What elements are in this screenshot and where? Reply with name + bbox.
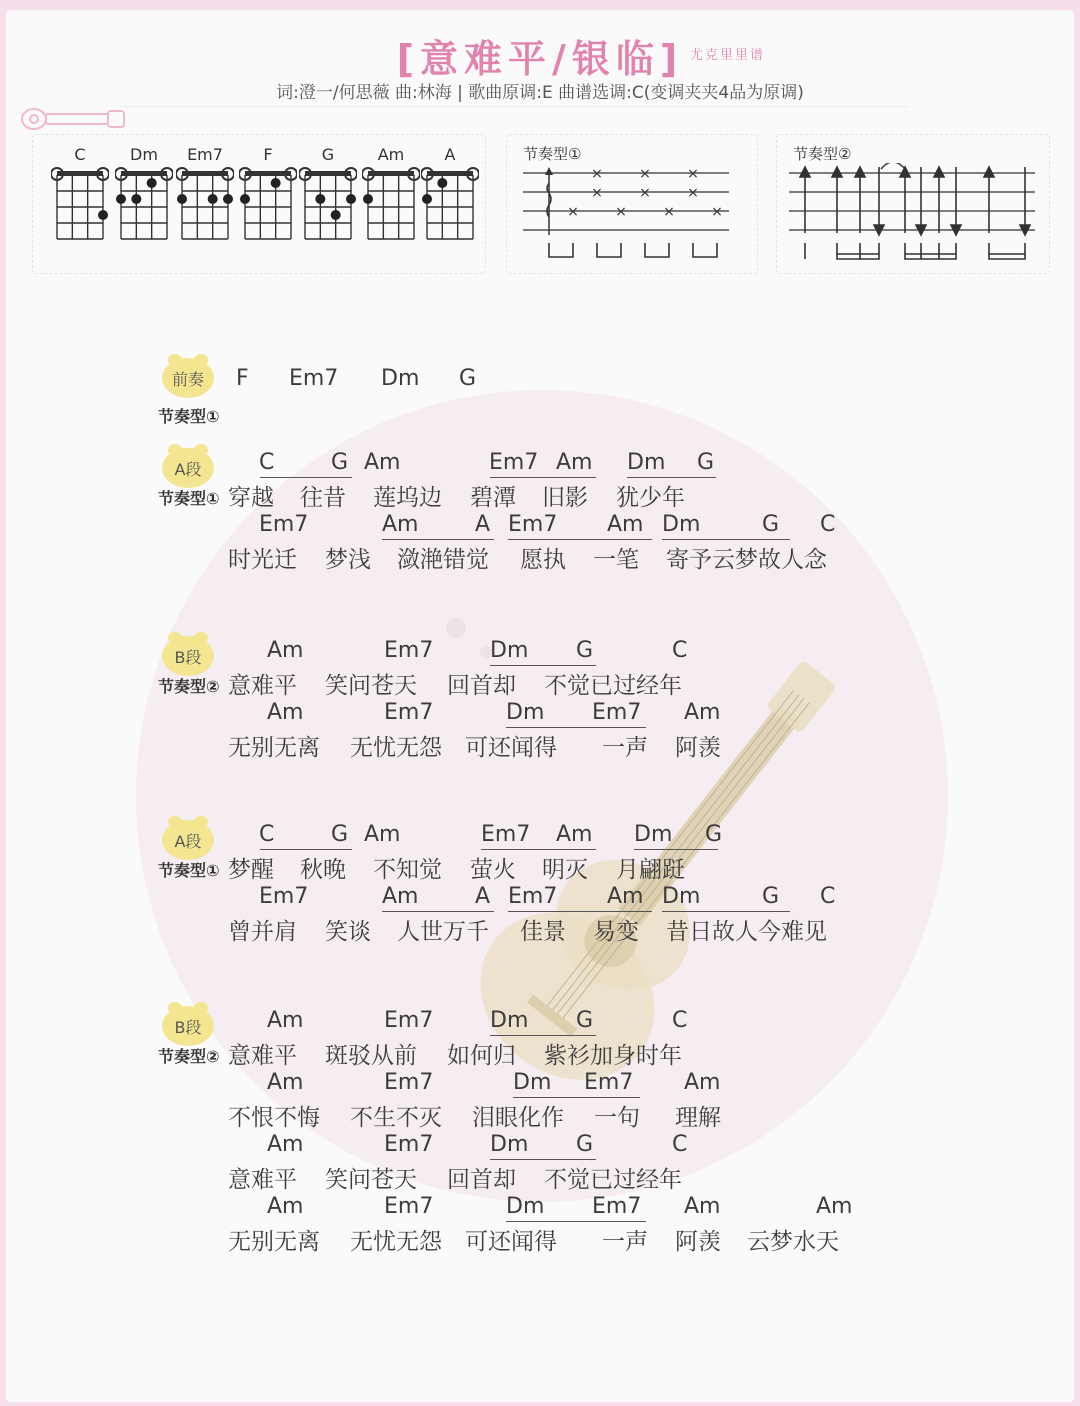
section-rhythm-label: 节奏型①: [158, 489, 220, 508]
chord-underline: [490, 665, 596, 666]
chord-name: F: [263, 145, 273, 164]
chord-fretboard: [51, 163, 109, 243]
chord-line: [6, 638, 1066, 666]
lyric-phrase: 梦浅: [325, 547, 371, 573]
lyric-phrase: 云梦水天: [747, 1229, 839, 1255]
lyric-line: [6, 729, 1066, 759]
lyric-phrase: 可还闻得: [465, 735, 557, 761]
svg-text:×: ×: [639, 166, 651, 182]
chord-symbol: G: [576, 638, 594, 663]
lyric-phrase: 意难平: [228, 673, 297, 699]
chord-symbol: C: [672, 1132, 688, 1157]
chord-line: [6, 1070, 1066, 1098]
chord-symbol: Dm: [634, 822, 673, 847]
lyric-phrase: 往昔: [300, 485, 346, 511]
rhythm-pattern-2-notation: [785, 163, 1047, 263]
chord-symbol: Am: [684, 1070, 721, 1095]
lyric-phrase: 回首却: [447, 673, 516, 699]
chord-symbol: Em7: [384, 1070, 434, 1095]
chord-line: [6, 700, 1066, 728]
chord-name: A: [444, 145, 456, 164]
chord-symbol: Em7: [384, 1194, 434, 1219]
chord-line: [6, 1008, 1066, 1036]
lyric-line: [6, 851, 1066, 881]
lyric-phrase: 潋滟错觉: [397, 547, 489, 573]
lyric-line: [6, 1099, 1066, 1129]
chord-fretboard: [115, 163, 173, 243]
chord-line: [6, 450, 1066, 478]
svg-text:×: ×: [567, 204, 579, 220]
chord-line: [6, 884, 1066, 912]
section-tag-label: B段: [174, 648, 202, 667]
chord-symbol: G: [576, 1008, 594, 1033]
chord-fretboard: [176, 163, 234, 243]
lyric-phrase: 佳景: [520, 919, 566, 945]
lyric-phrase: 笑问苍天: [325, 1167, 417, 1193]
lyric-phrase: 犹少年: [616, 485, 685, 511]
lyric-phrase: 月翩跹: [616, 857, 685, 883]
section-tag-label: B段: [174, 1018, 202, 1037]
lyric-phrase: 不觉已过经年: [544, 1167, 682, 1193]
chord-symbol: Em7: [384, 700, 434, 725]
chord-symbol: Dm: [662, 884, 701, 909]
lyric-phrase: 易变: [593, 919, 639, 945]
lyric-phrase: 笑谈: [325, 919, 371, 945]
lyric-line: [6, 913, 1066, 943]
section-tag-label: A段: [174, 460, 202, 479]
chord-symbol: Dm: [627, 450, 666, 475]
chord-symbol: Dm: [506, 700, 545, 725]
chord-name: Am: [377, 145, 405, 164]
chord-underline: [490, 477, 596, 478]
chord-symbol: A: [475, 884, 491, 909]
chord-symbol: Em7: [384, 1132, 434, 1157]
lyric-phrase: 阿羡: [675, 735, 721, 761]
chord-name: C: [74, 145, 86, 164]
chord-fretboard: [421, 163, 479, 243]
chord-symbol: G: [331, 450, 349, 475]
svg-text:×: ×: [663, 204, 675, 220]
chord-underline: [490, 1035, 596, 1036]
lyric-phrase: 碧潭: [470, 485, 516, 511]
lyric-phrase: 无忧无怨: [350, 1229, 442, 1255]
lyric-line: [6, 479, 1066, 509]
chord-underline: [662, 539, 790, 540]
rhythm-pattern-2-label: 节奏型②: [793, 145, 852, 163]
lyric-phrase: 曾并肩: [228, 919, 297, 945]
chord-symbol: Am: [607, 512, 644, 537]
chord-underline: [506, 727, 646, 728]
lyric-phrase: 昔日故人今难见: [666, 919, 827, 945]
chord-name: G: [321, 145, 335, 164]
lyric-phrase: 可还闻得: [465, 1229, 557, 1255]
svg-text:×: ×: [615, 204, 627, 220]
chord-symbol: Dm: [381, 366, 420, 391]
lyric-phrase: 梦醒: [228, 857, 274, 883]
chord-fretboard: [239, 163, 297, 243]
chord-symbol: Am: [556, 822, 593, 847]
chord-underline: [382, 539, 494, 540]
chord-diagram: [421, 145, 479, 265]
lyric-phrase: 愿执: [520, 547, 566, 573]
chord-symbol: C: [259, 450, 275, 475]
chord-symbol: C: [672, 638, 688, 663]
chord-line: [6, 1132, 1066, 1160]
lyric-phrase: 一笔: [593, 547, 639, 573]
chord-underline: [634, 849, 718, 850]
chord-symbol: Am: [382, 884, 419, 909]
chord-symbol: Dm: [513, 1070, 552, 1095]
lyric-line: [6, 1223, 1066, 1253]
chord-symbol: Dm: [490, 1008, 529, 1033]
chord-symbol: Am: [267, 1132, 304, 1157]
chord-fretboard: [299, 163, 357, 243]
lyric-phrase: 萤火: [470, 857, 516, 883]
lyric-phrase: 寄予云梦故人念: [666, 547, 827, 573]
chord-diagram: [239, 145, 297, 265]
chord-symbol: Em7: [384, 638, 434, 663]
section-rhythm-label: 节奏型②: [158, 677, 220, 696]
chord-underline: [481, 849, 596, 850]
chord-symbol: C: [820, 512, 836, 537]
ukulele-doodle-icon: [18, 104, 128, 134]
lyric-phrase: 意难平: [228, 1167, 297, 1193]
chord-diagram: [51, 145, 109, 265]
chord-line: [6, 1194, 1066, 1222]
rhythm-pattern-1-label: 节奏型①: [523, 145, 582, 163]
chord-symbol: Em7: [384, 1008, 434, 1033]
chord-name: Dm: [130, 145, 158, 164]
chord-diagrams-panel: [32, 134, 486, 274]
title-wrap: [6, 28, 1074, 83]
chord-underline: [513, 1097, 640, 1098]
chord-symbol: Em7: [259, 884, 309, 909]
header-divider: [118, 106, 908, 107]
chord-symbol: Em7: [592, 700, 642, 725]
section-rhythm-label: 节奏型②: [158, 1047, 220, 1066]
chord-symbol: G: [459, 366, 477, 391]
chord-symbol: G: [697, 450, 715, 475]
chord-symbol: C: [820, 884, 836, 909]
chord-symbol: Em7: [508, 512, 558, 537]
chord-symbol: Am: [267, 638, 304, 663]
chord-symbol: Am: [364, 822, 401, 847]
chord-diagram: [362, 145, 420, 265]
svg-text:×: ×: [711, 204, 723, 220]
lyric-phrase: 紫衫加身时年: [544, 1043, 682, 1069]
lyric-phrase: 一声: [602, 1229, 648, 1255]
chord-symbol: G: [762, 884, 780, 909]
lyric-phrase: 旧影: [542, 485, 588, 511]
chord-symbol: Em7: [481, 822, 531, 847]
lyric-phrase: 无别无离: [228, 1229, 320, 1255]
svg-text:×: ×: [591, 185, 603, 201]
song-sheet: [6, 10, 1074, 1402]
lyric-phrase: 不觉已过经年: [544, 673, 682, 699]
chord-line: [6, 822, 1066, 850]
chord-diagram: [176, 145, 234, 265]
rhythm-pattern-1-panel: [506, 134, 758, 274]
chord-symbol: G: [331, 822, 349, 847]
chord-diagram: [115, 145, 173, 265]
rhythm-pattern-1-notation: [515, 163, 745, 263]
lyric-phrase: 斑驳从前: [325, 1043, 417, 1069]
page-title: [意难平/银临]: [396, 37, 684, 81]
top-strip: [0, 0, 1080, 10]
chord-diagram: [299, 145, 357, 265]
lyric-phrase: 意难平: [228, 1043, 297, 1069]
chord-underline: [506, 1221, 646, 1222]
svg-text:×: ×: [591, 166, 603, 182]
chord-line: [6, 366, 1066, 394]
chord-name: Em7: [187, 145, 223, 164]
chord-symbol: Em7: [584, 1070, 634, 1095]
chord-underline: [508, 911, 652, 912]
chord-symbol: C: [259, 822, 275, 847]
chord-symbol: Dm: [506, 1194, 545, 1219]
chord-underline: [490, 1159, 596, 1160]
chord-symbol: F: [236, 366, 249, 391]
lyric-phrase: 回首却: [447, 1167, 516, 1193]
lyric-phrase: 不生不灭: [350, 1105, 442, 1131]
chord-underline: [627, 477, 716, 478]
section-rhythm-label: 节奏型①: [158, 861, 220, 880]
chord-symbol: Em7: [259, 512, 309, 537]
chord-symbol: Am: [607, 884, 644, 909]
svg-text:×: ×: [639, 185, 651, 201]
chord-underline: [382, 911, 494, 912]
chord-line: [6, 512, 1066, 540]
song-credits: 词:澄一/何思薇 曲:林海 | 歌曲原调:E 曲谱选调:C(变调夹夹4品为原调): [276, 83, 804, 103]
lyric-phrase: 无忧无怨: [350, 735, 442, 761]
section-rhythm-label: 节奏型①: [158, 407, 220, 426]
section-tag-label: 前奏: [171, 370, 204, 389]
lyric-line: [6, 541, 1066, 571]
chord-symbol: Em7: [489, 450, 539, 475]
chord-underline: [508, 539, 652, 540]
chord-symbol: Em7: [508, 884, 558, 909]
chord-symbol: Em7: [592, 1194, 642, 1219]
lyric-phrase: 不知觉: [373, 857, 442, 883]
chord-symbol: Am: [816, 1194, 853, 1219]
lyric-phrase: 笑问苍天: [325, 673, 417, 699]
chord-symbol: Am: [267, 1070, 304, 1095]
chord-fretboard: [362, 163, 420, 243]
chord-symbol: Am: [267, 700, 304, 725]
lyric-phrase: 泪眼化作: [472, 1105, 564, 1131]
chord-symbol: A: [475, 512, 491, 537]
chord-underline: [260, 477, 352, 478]
lyric-phrase: 人世万千: [397, 919, 489, 945]
svg-text:×: ×: [687, 185, 699, 201]
chord-symbol: Am: [684, 700, 721, 725]
chord-symbol: Dm: [662, 512, 701, 537]
lyric-phrase: 穿越: [228, 485, 274, 511]
lyric-phrase: 无别无离: [228, 735, 320, 761]
lyric-phrase: 明灭: [542, 857, 588, 883]
lyric-line: [6, 1161, 1066, 1191]
brand-label: 尤克里里谱: [690, 48, 766, 63]
chord-symbol: Am: [267, 1194, 304, 1219]
lyric-phrase: 不恨不悔: [228, 1105, 320, 1131]
chord-symbol: Am: [364, 450, 401, 475]
chord-symbol: G: [705, 822, 723, 847]
lyric-phrase: 一句: [594, 1105, 640, 1131]
chord-symbol: G: [762, 512, 780, 537]
lyric-line: [6, 667, 1066, 697]
section-tag-label: A段: [174, 832, 202, 851]
lyric-phrase: 理解: [675, 1105, 721, 1131]
lyric-phrase: 莲坞边: [373, 485, 442, 511]
lyric-phrase: 时光迁: [228, 547, 297, 573]
chord-symbol: Dm: [490, 638, 529, 663]
chord-underline: [260, 849, 352, 850]
chord-symbol: Am: [267, 1008, 304, 1033]
lyric-phrase: 如何归: [447, 1043, 516, 1069]
chord-underline: [662, 911, 790, 912]
chord-symbol: Am: [556, 450, 593, 475]
lyric-line: [6, 1037, 1066, 1067]
chord-symbol: Am: [684, 1194, 721, 1219]
rhythm-pattern-2-panel: [776, 134, 1050, 274]
chord-symbol: C: [672, 1008, 688, 1033]
chord-symbol: Dm: [490, 1132, 529, 1157]
chord-symbol: G: [576, 1132, 594, 1157]
lyric-phrase: 秋晚: [300, 857, 346, 883]
chord-symbol: Em7: [289, 366, 339, 391]
svg-text:×: ×: [687, 166, 699, 182]
lyric-phrase: 一声: [602, 735, 648, 761]
lyric-phrase: 阿羡: [675, 1229, 721, 1255]
chord-symbol: Am: [382, 512, 419, 537]
